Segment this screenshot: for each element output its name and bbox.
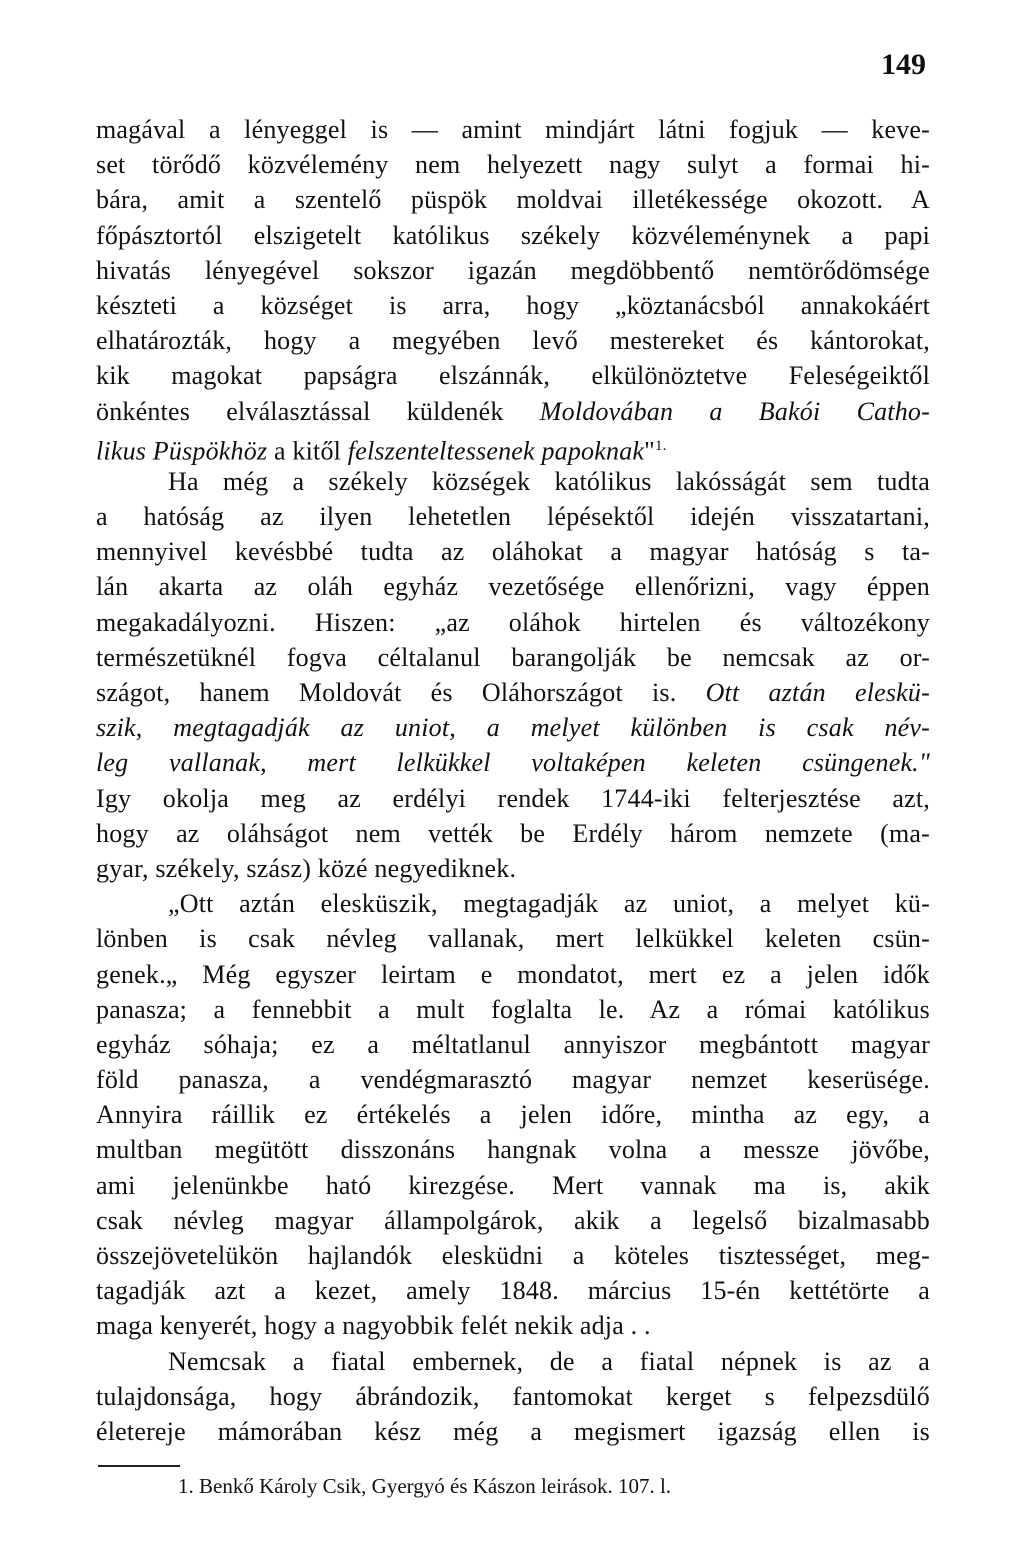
text-segment: szágot, hanem Moldovát és Oláhországot is.: [96, 678, 706, 707]
text-line: összejövetelükön hajlandók elesküdni a köteles tisztességet, meg-: [96, 1241, 930, 1270]
italic-segment: likus Püspökhöz: [96, 436, 268, 466]
footnote-divider: [98, 1465, 180, 1467]
text-line: ami jelenünkbe ható kirezgése. Mert vannak ma is, akik: [96, 1170, 930, 1200]
footnote: 1. Benkő Károly Csik, Gyergyó és Kászon leirások. 107. l.: [178, 1474, 672, 1498]
text-line: elhatározták, hogy a megyében levő mestereket és kántorokat,: [96, 326, 930, 356]
text-line: magával a lényeggel is — amint mindjárt látni fogjuk — keve-: [96, 115, 930, 144]
text-line: [96, 675, 930, 710]
italic-segment: Ott aztán eleskü-: [705, 678, 930, 707]
text-line: Ha még a székely községek katólikus lakósságát sem tudta: [168, 466, 930, 496]
body-text: [96, 112, 930, 1449]
text-line: mennyivel kevésbbé tudta az oláhokat a magyar hatóság s ta-: [96, 537, 930, 567]
text-line: kik magokat papságra elszánnák, elkülönöztetve Feleségeiktől: [96, 361, 930, 391]
text-line: egyház sóhaja; ez a méltatlanul annyiszor megbántott magyar: [96, 1029, 930, 1059]
paragraph-4: [96, 1344, 930, 1450]
text-line: bára, amit a szentelő püspök moldvai illetékessége okozott. A: [96, 185, 930, 215]
text-line: „Ott aztán elesküszik, megtagadják az uniot, a melyet kü-: [168, 889, 930, 919]
text-line: szik, megtagadják az uniot, a melyet különben is csak név-: [96, 713, 930, 743]
text-line: lán akarta az oláh egyház vezetősége ellenőrizni, vagy éppen: [96, 572, 930, 602]
text-line: természetüknél fogva céltalanul barangolják be nemcsak az or-: [96, 642, 930, 672]
text-line: genek.„ Még egyszer leirtam e mondatot, mert ez a jelen idők: [96, 959, 930, 989]
text-line: Igy okolja meg az erdélyi rendek 1744-iki felterjesztése azt,: [96, 783, 930, 813]
paragraph-3: [96, 886, 930, 1343]
text-line: panasza; a fennebbit a mult foglalta le. Az a római katólikus: [96, 994, 930, 1024]
text-segment: a kitől: [267, 436, 348, 466]
text-line: Nemcsak a fiatal embernek, de a fiatal népnek is az a: [168, 1346, 930, 1376]
text-line: főpásztortól elszigetelt katólikus székely közvéleménynek a papi: [96, 220, 930, 250]
paragraph-1: [96, 112, 930, 464]
text-line: tulajdonsága, hogy ábrándozik, fantomokat kerget s felpezsdülő: [96, 1381, 930, 1411]
text-line: hogy az oláhságot nem vették be Erdély három nemzete (ma-: [96, 818, 930, 848]
text-line: [96, 429, 930, 464]
text-line: maga kenyerét, hogy a nagyobbik felét nekik adja . .: [96, 1311, 651, 1341]
page-number: 149: [881, 48, 926, 81]
italic-segment: Moldovában a Bakói Catho-: [539, 396, 930, 426]
text-line: multban megütött disszonáns hangnak volna a messze jövőbe,: [96, 1135, 930, 1165]
text-line: hivatás lényegével sokszor igazán megdöbbentő nemtörődömsége: [96, 255, 930, 285]
text-line: megakadályozni. Hiszen: „az oláhok hirtelen és változékony: [96, 607, 930, 637]
text-line: Annyira ráillik ez értékelés a jelen időre, mintha az egy, a: [96, 1100, 930, 1130]
text-line: lönben is csak névleg vallanak, mert lelkükkel keleten csün-: [96, 924, 930, 954]
text-line: [96, 394, 930, 429]
text-line: a hatóság az ilyen lehetetlen lépésektől idején visszatartani,: [96, 502, 930, 532]
text-line: gyar, székely, szász) közé negyediknek.: [96, 853, 517, 883]
text-line: tagadják azt a kezet, amely 1848. március 15-én kettétörte a: [96, 1276, 930, 1306]
text-line: készteti a községet is arra, hogy „köztanácsból annakokáért: [96, 290, 930, 320]
text-line: föld panasza, a vendégmarasztó magyar nemzet keserüsége.: [96, 1065, 930, 1095]
text-line: set törődő közvélemény nem helyezett nagy sulyt a formai hi-: [96, 150, 930, 180]
paragraph-2: [96, 464, 930, 886]
text-line: csak névleg magyar állampolgárok, akik a legelső bizalmasabb: [96, 1205, 930, 1235]
text-segment: önkéntes elválasztással küldenék: [96, 396, 540, 426]
footnote-reference: 1.: [654, 437, 667, 454]
text-segment: ": [644, 436, 655, 466]
italic-segment: felszenteltessenek papoknak: [347, 436, 645, 466]
text-line: életereje mámorában kész még a megismert igazság ellen is: [96, 1416, 930, 1446]
text-line: leg vallanak, mert lelkükkel voltaképen keleten csüngenek.": [96, 748, 930, 778]
